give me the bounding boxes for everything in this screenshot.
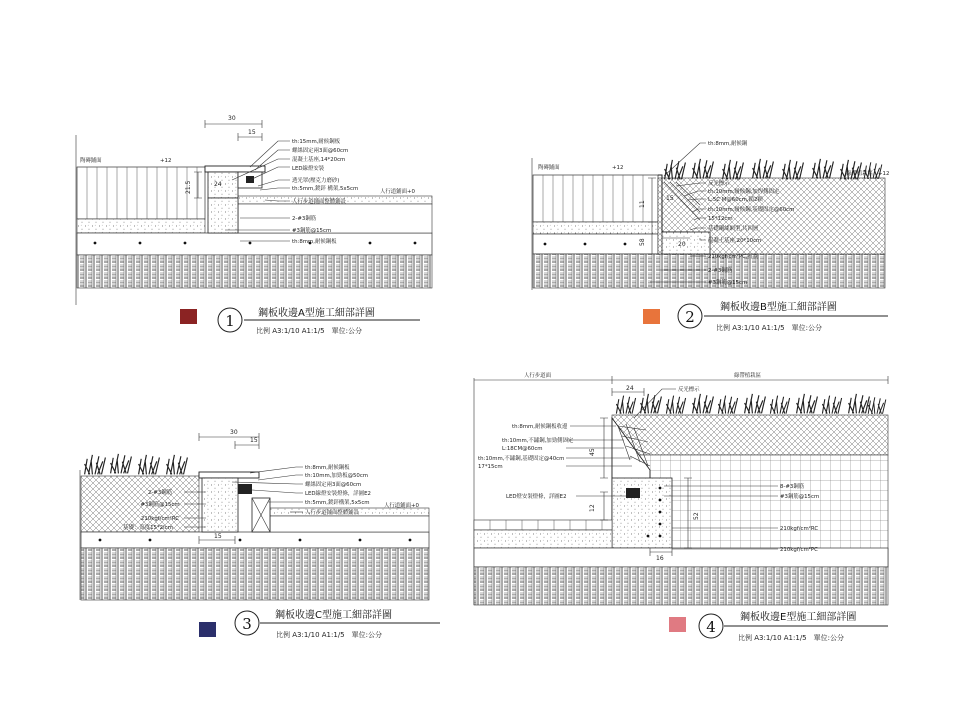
panel-2-number: 2	[685, 308, 695, 326]
panel-4-concrete-block	[612, 478, 672, 548]
panel-4-dim-5: 16	[656, 555, 664, 562]
panel-1-color-swatch	[180, 309, 197, 324]
panel-3-callout-1: th:8mm,耐候鋼板	[305, 465, 350, 471]
panel-2-brick-paving	[533, 175, 658, 222]
panel-3-callout-3: 螺絲固定兩3面@60cm	[305, 482, 362, 488]
panel-4-left-callout-3: L:18CM@60cm	[502, 446, 543, 452]
panel-1-title: 鋼板收邊A型施工細部詳圖	[258, 308, 375, 319]
panel-1-callout-9: #3鋼筋@15cm	[292, 228, 332, 234]
panel-3-callout-6: 人行步道鋪面整體鋪設	[305, 510, 359, 516]
panel-2-dim-1: 11	[639, 200, 646, 208]
panel-2-callout-9: 210kgf/cm²PC,打底	[708, 254, 759, 260]
panel-4-grass	[616, 394, 885, 414]
panel-2-dim-2: 15	[666, 195, 674, 202]
panel-1-pedestrian-base	[238, 204, 432, 233]
panel-1-scale: 比例 A3:1/10 A1:1/5 單位:公分	[256, 327, 362, 335]
panel-1-callout-7: 人行步道鋪面整體鋪設	[292, 199, 346, 205]
panel-1-callout-10: th:8mm,耐候鋼板	[292, 239, 337, 245]
panel-3-right-ground-label: 人行道鋪面+0	[384, 503, 419, 509]
panel-1-dim-cap: 15	[248, 129, 256, 136]
panel-1-callout-1: th:15mm,耐候鋼板	[292, 139, 340, 145]
panel-4-pedestrian-paving	[474, 520, 612, 530]
panel-3-dim-cap: 15	[250, 437, 258, 444]
panel-1-drawing	[76, 115, 432, 335]
panel-4-number: 4	[706, 618, 716, 636]
panel-4-left-callout-4: th:10mm,不鏽鋼,基礎固定@40cm	[478, 456, 565, 462]
panel-3-sub-base	[81, 548, 429, 600]
panel-4-callout-3: 210kgf/cm²RC	[780, 526, 819, 532]
panel-3-color-swatch	[199, 622, 216, 637]
panel-3-left-callout-1: 2-#3鋼筋	[147, 490, 173, 496]
panel-1-callout-8: 2-#3鋼筋	[292, 216, 317, 222]
panel-4-callout-4: 210kgf/cm²PC	[780, 547, 818, 553]
panel-2-left-level-label: +12	[612, 165, 624, 171]
panel-4-right-ground-label: 綠帶植栽區	[734, 373, 761, 379]
panel-2-callout-4: L:5C M@60cm,鎖2顆	[708, 197, 763, 203]
panel-4-color-swatch	[669, 617, 686, 632]
panel-1-dim-curb: 24	[214, 181, 222, 188]
panel-1-left-level-label: +12	[160, 158, 172, 164]
panel-2-callout-11: #3鋼筋@15cm	[708, 280, 748, 286]
panel-3-left-callout-3: 210kgf/cm²RC	[140, 516, 180, 522]
panel-1-sub-base	[77, 255, 432, 288]
panel-1-callout-2: 螺絲固定兩3面@60cm	[292, 148, 349, 154]
panel-2-callout-6: 15*12cm	[708, 216, 733, 222]
panel-1-left-ground-label: 陶磚鋪面	[80, 158, 102, 164]
panel-3-left-callout-4: 基礎：高度15*2lcm	[123, 525, 173, 531]
panel-3-dim-width: 30	[230, 429, 238, 436]
panel-3-scale: 比例 A3:1/10 A1:1/5 單位:公分	[276, 631, 382, 639]
panel-1-led-strip	[246, 176, 254, 183]
panel-1-callout-4: LED線燈安裝	[292, 166, 325, 172]
panel-2-dim-4: 20	[678, 241, 686, 248]
panel-2-callout-2: 反光標示	[708, 181, 730, 187]
panel-4-left-callout-6: LED燈安裝燈條，詳圖E2	[506, 494, 567, 500]
panel-1-concrete-curb	[208, 172, 238, 198]
panel-4-dim-3: 12	[589, 504, 596, 512]
panel-1-concrete-slab	[77, 233, 432, 255]
panel-3-led-strip	[238, 484, 252, 494]
panel-2-mortar-bed	[533, 222, 658, 234]
panel-2-left-ground-label: 陶磚鋪面	[538, 165, 560, 171]
panel-3-number: 3	[242, 615, 252, 633]
panel-1-number: 1	[225, 312, 235, 330]
panel-4-paving-base	[474, 530, 612, 548]
panel-2-callout-10: 2-#3鋼筋	[708, 268, 733, 274]
panel-2-callout-7: 基礎鋼絲網型,共四層	[708, 226, 759, 232]
panel-4-scale: 比例 A3:1/10 A1:1/5 單位:公分	[738, 634, 844, 642]
panel-3-concrete-slab	[81, 532, 429, 548]
panel-1-mortar-bed	[77, 219, 205, 233]
panel-4-dim-4: 52	[693, 512, 700, 520]
panel-4-led-strip	[626, 488, 640, 498]
panel-4-dim-1: 24	[626, 385, 634, 392]
panel-1-callout-6: th:5mm,鍍鋅 構架,5x5cm	[292, 186, 359, 192]
panel-2-callout-5: th:10mm,耐候鋼,基礎固定@60cm	[708, 207, 795, 213]
panel-2-color-swatch	[643, 309, 660, 324]
panel-1-right-ground-label: 人行道鋪面+0	[380, 189, 415, 195]
panel-4-left-callout-1: th:8mm,耐候鋼板收邊	[512, 424, 568, 430]
panel-4-concrete-slab	[474, 548, 888, 567]
panel-2-callout-8: 混凝土基座,20*10cm	[708, 238, 762, 244]
panel-1-footing	[208, 198, 238, 233]
panel-4-sub-base	[474, 567, 888, 605]
panel-4-callout-1: 8-#3鋼筋	[780, 484, 805, 490]
panel-3-title: 鋼板收邊C型施工細部詳圖	[275, 610, 392, 621]
panel-4-left-ground-label: 人行步道面	[524, 373, 551, 379]
panel-3-callout-2: th:10mm,加勁板@50cm	[305, 473, 369, 479]
panel-2-callout-3: th:10mm,耐候鋼,加焊側固定	[708, 189, 780, 195]
panel-4-top-callout: 反光標示	[678, 387, 700, 393]
panel-3-pedestrian-base	[270, 516, 429, 532]
panel-4-left-callout-5: 17*15cm	[478, 464, 503, 470]
panel-3-callout-5: th:5mm,鍍鋅構架,5x5cm	[305, 500, 370, 506]
panel-4-left-callout-2: th:10mm,不鏽鋼,加勁側固定	[502, 438, 574, 444]
panel-3-callout-4: LED線燈安裝燈條，詳圖E2	[305, 491, 371, 497]
panel-4-title: 鋼板收邊E型施工細部詳圖	[740, 612, 857, 623]
panel-2-scale: 比例 A3:1/10 A1:1/5 單位:公分	[716, 324, 822, 332]
panel-2-dim-3: 58	[639, 238, 646, 246]
panel-2-right-ground-label: 綠帶植栽區	[846, 171, 873, 177]
panel-4-dim-2: 45	[589, 448, 596, 456]
panel-1-callout-5: 透光罩(壓克力磨砂)	[292, 178, 340, 184]
panel-3-dim-base: 15	[214, 533, 222, 540]
panel-2-callout-1: th:8mm,耐候鋼	[708, 141, 748, 147]
panel-4-callout-2: #3鋼筋@15cm	[780, 494, 820, 500]
panel-3-drawing	[80, 429, 440, 639]
panel-3-concrete-curb	[202, 478, 238, 532]
panel-2-footing	[662, 232, 710, 254]
panel-4-drawing	[474, 371, 888, 642]
panel-3-grass	[85, 454, 188, 475]
panel-1-dim-width: 30	[228, 115, 236, 122]
panel-2-title: 鋼板收邊B型施工細部詳圖	[720, 302, 837, 313]
panel-2-drawing	[532, 139, 889, 332]
panel-4-planting-soil	[612, 415, 888, 455]
panel-3-left-callout-2: #3鋼筋@15cm	[140, 502, 180, 508]
panel-1-callout-3: 混凝土基座,14*20cm	[292, 157, 346, 163]
panel-1-dim-height: 21.5	[185, 180, 192, 194]
panel-2-right-level-label: +12	[878, 171, 890, 177]
